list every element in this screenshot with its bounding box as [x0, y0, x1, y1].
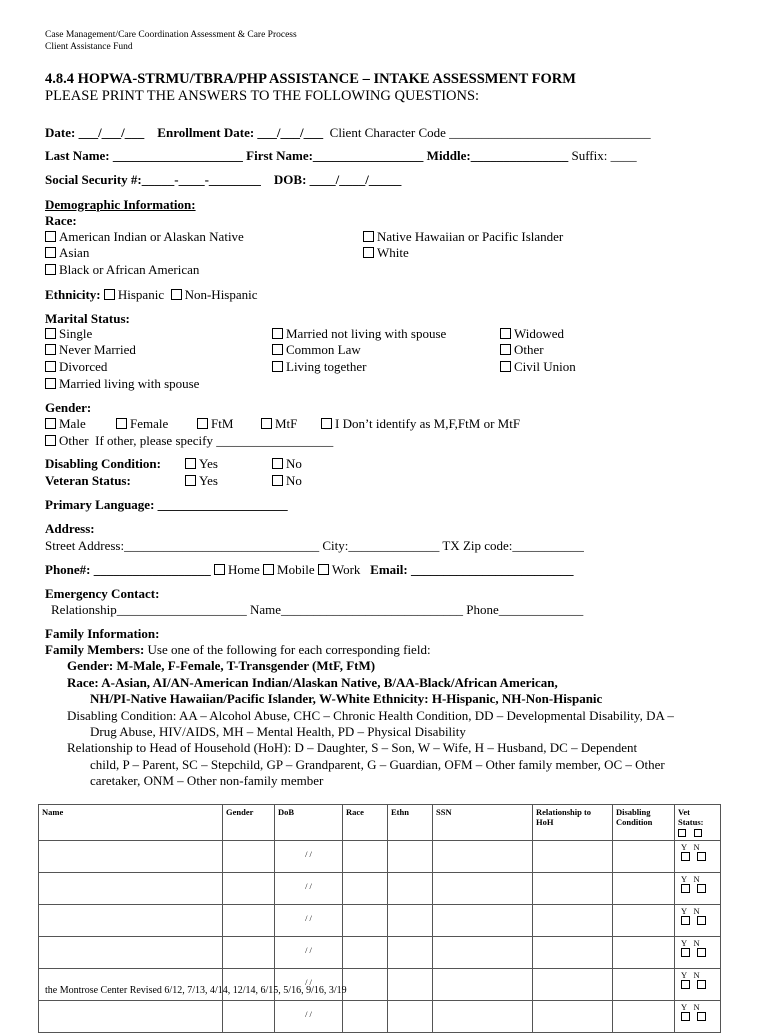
enrollment-date-field[interactable]: Enrollment Date: ___/___/___: [157, 125, 324, 140]
header-line-1: Case Management/Care Coordination Assessment & Care Process: [45, 30, 297, 40]
race-label: Race:: [45, 213, 77, 228]
col-header-race: Race: [343, 805, 388, 841]
veteran-status-label: Veteran Status:: [45, 473, 131, 488]
last-name-field[interactable]: Last Name: ____________________: [45, 148, 243, 163]
checkbox[interactable]: [272, 328, 283, 339]
cell-gender[interactable]: [223, 905, 275, 937]
cell-dob[interactable]: / /: [275, 873, 343, 905]
checkbox[interactable]: [45, 264, 56, 275]
checkbox[interactable]: [681, 852, 690, 861]
vet-yes[interactable]: Y: [681, 874, 688, 884]
cell-ssn[interactable]: [433, 969, 533, 1001]
email-field[interactable]: Email: _________________________: [370, 562, 574, 577]
cell-vet-status: [675, 969, 721, 1001]
phone-type-mobile[interactable]: Mobile: [263, 562, 315, 577]
gender-option-other[interactable]: Other If other, please specify __________________: [45, 433, 333, 449]
checkbox[interactable]: [185, 475, 196, 486]
cell-dob[interactable]: / /: [275, 937, 343, 969]
marital-option-living-together[interactable]: Living together: [272, 359, 367, 375]
ethnicity-line: [45, 287, 258, 303]
checkbox[interactable]: [681, 948, 690, 957]
col-header-dob: DoB: [275, 805, 343, 841]
table-header-row: [39, 805, 721, 841]
checkbox[interactable]: [116, 418, 127, 429]
table-row: [39, 937, 721, 969]
cell-relationship[interactable]: [533, 873, 613, 905]
family-race-codes-2: NH/PI-Native Hawaiian/Pacific Islander, W-White Ethnicity: H-Hispanic, NH-Non-Hispanic: [90, 691, 603, 706]
cell-vet-status: [675, 841, 721, 873]
cell-name[interactable]: [39, 1001, 223, 1033]
veteran-no[interactable]: No: [272, 473, 302, 489]
checkbox[interactable]: [363, 247, 374, 258]
date-line: [45, 125, 651, 141]
cell-relationship[interactable]: [533, 937, 613, 969]
cell-gender[interactable]: [223, 937, 275, 969]
cell-vet-status: [675, 1001, 721, 1033]
vet-no[interactable]: N: [693, 906, 700, 916]
cell-dob[interactable]: / /: [275, 841, 343, 873]
checkbox[interactable]: [500, 328, 511, 339]
race-option-white[interactable]: White: [363, 245, 409, 261]
cell-dob[interactable]: / /: [275, 1001, 343, 1033]
vet-no[interactable]: N: [693, 842, 700, 852]
marital-option-married-living[interactable]: Married living with spouse: [45, 376, 199, 392]
checkbox[interactable]: [681, 884, 690, 893]
checkbox[interactable]: [272, 458, 283, 469]
suffix-field[interactable]: Suffix: ____: [571, 148, 637, 163]
marital-option-never-married[interactable]: Never Married: [45, 342, 136, 358]
middle-name-field[interactable]: Middle:_______________: [426, 148, 569, 163]
cell-dob[interactable]: / /: [275, 969, 343, 1001]
checkbox[interactable]: [321, 418, 332, 429]
checkbox[interactable]: [500, 361, 511, 372]
family-relationship-codes-1: Relationship to Head of Household (HoH): D – Daughter, S – Son, W – Wife, H – Husband, DC – Dependent: [67, 740, 638, 755]
checkbox[interactable]: [697, 884, 706, 893]
cell-race[interactable]: [343, 905, 388, 937]
gender-other-specify-field[interactable]: If other, please specify __________________: [95, 433, 334, 448]
document-header: [45, 29, 297, 53]
race-option-black[interactable]: Black or African American: [45, 262, 199, 278]
cell-disabling[interactable]: [613, 1001, 675, 1033]
checkbox[interactable]: [697, 948, 706, 957]
disabling-condition-label: Disabling Condition:: [45, 456, 161, 471]
street-address-field[interactable]: Street Address:______________________________: [45, 538, 320, 553]
gender-option-mtf[interactable]: MtF: [261, 416, 297, 432]
cell-vet-status: [675, 905, 721, 937]
cell-ssn[interactable]: [433, 1001, 533, 1033]
col-header-vet-status: Vet Status:: [675, 805, 721, 841]
family-relationship-codes-2: child, P – Parent, SC – Stepchild, GP – Grandparent, G – Guardian, OFM – Other family member, OC – Other: [90, 757, 665, 772]
checkbox[interactable]: [261, 418, 272, 429]
checkbox[interactable]: [45, 418, 56, 429]
checkbox[interactable]: [697, 980, 706, 989]
table-row: [39, 841, 721, 873]
gender-option-female[interactable]: Female: [116, 416, 168, 432]
cell-ethn[interactable]: [388, 873, 433, 905]
checkbox[interactable]: [185, 458, 196, 469]
marital-option-widowed[interactable]: Widowed: [500, 326, 564, 342]
cell-race[interactable]: [343, 969, 388, 1001]
vet-no[interactable]: N: [693, 874, 700, 884]
table-row: [39, 873, 721, 905]
cell-ssn[interactable]: [433, 841, 533, 873]
checkbox[interactable]: [681, 916, 690, 925]
checkbox[interactable]: [697, 916, 706, 925]
vet-yes[interactable]: Y: [681, 938, 688, 948]
vet-yes[interactable]: Y: [681, 1002, 688, 1012]
cell-ethn[interactable]: [388, 905, 433, 937]
checkbox[interactable]: [214, 564, 225, 575]
form-title: 4.8.4 HOPWA-STRMU/TBRA/PHP ASSISTANCE – INTAKE ASSESSMENT FORM: [45, 71, 576, 87]
cell-vet-status: [675, 873, 721, 905]
col-header-ethn: Ethn: [388, 805, 433, 841]
cell-name[interactable]: [39, 905, 223, 937]
form-subtitle: PLEASE PRINT THE ANSWERS TO THE FOLLOWING QUESTIONS:: [45, 88, 480, 104]
checkbox[interactable]: [45, 344, 56, 355]
cell-gender[interactable]: [223, 873, 275, 905]
name-line: [45, 148, 637, 164]
marital-option-civil-union[interactable]: Civil Union: [500, 359, 576, 375]
checkbox[interactable]: [697, 1012, 706, 1021]
cell-ssn[interactable]: [433, 905, 533, 937]
cell-vet-status: [675, 937, 721, 969]
checkbox[interactable]: [272, 344, 283, 355]
emergency-contact-line: [51, 602, 583, 618]
cell-race[interactable]: [343, 873, 388, 905]
disabling-no[interactable]: No: [272, 456, 302, 472]
ssn-field[interactable]: Social Security #:_____-____-________: [45, 172, 261, 187]
vet-yes[interactable]: Y: [681, 970, 688, 980]
phone-type-work[interactable]: Work: [318, 562, 361, 577]
ssn-line: [45, 172, 401, 188]
col-header-ssn: SSN: [433, 805, 533, 841]
family-members-table: [38, 804, 721, 1033]
cell-ssn[interactable]: [433, 873, 533, 905]
veteran-yes[interactable]: Yes: [185, 473, 218, 489]
col-header-gender: Gender: [223, 805, 275, 841]
gender-label: Gender:: [45, 400, 92, 415]
checkbox[interactable]: [500, 344, 511, 355]
cell-relationship[interactable]: [533, 841, 613, 873]
cell-dob[interactable]: / /: [275, 905, 343, 937]
family-members-instructions: Family Members: Use one of the following for each corresponding field:: [45, 642, 431, 657]
checkbox[interactable]: [263, 564, 274, 575]
cell-relationship[interactable]: [533, 1001, 613, 1033]
checkbox[interactable]: [45, 435, 56, 446]
street-address-line: [45, 538, 584, 554]
phone-type-home[interactable]: Home: [214, 562, 260, 577]
marital-option-other[interactable]: Other: [500, 342, 544, 358]
cell-disabling[interactable]: [613, 969, 675, 1001]
date-field[interactable]: Date: ___/___/___: [45, 125, 145, 140]
cell-race[interactable]: [343, 841, 388, 873]
checkbox[interactable]: [45, 231, 56, 242]
dob-field[interactable]: DOB: ____/____/_____: [273, 172, 402, 187]
race-option-american-indian[interactable]: American Indian or Alaskan Native: [45, 229, 244, 245]
checkbox[interactable]: [678, 829, 686, 837]
city-field[interactable]: City:______________: [322, 538, 440, 553]
family-relationship-codes-3: caretaker, ONM – Other non-family member: [90, 773, 324, 788]
cell-ethn[interactable]: [388, 1001, 433, 1033]
cell-gender[interactable]: [223, 1001, 275, 1033]
cell-name[interactable]: [39, 937, 223, 969]
family-disabling-codes-1: Disabling Condition: AA – Alcohol Abuse, CHC – Chronic Health Condition, DD – Developmental Disability, DA –: [67, 708, 674, 723]
first-name-field[interactable]: First Name:_________________: [246, 148, 424, 163]
race-option-asian[interactable]: Asian: [45, 245, 89, 261]
phone-line: [45, 562, 573, 578]
vet-yes[interactable]: Y: [681, 906, 688, 916]
ethnicity-option-non-hispanic[interactable]: Non-Hispanic: [171, 287, 258, 302]
cell-ssn[interactable]: [433, 937, 533, 969]
vet-no[interactable]: N: [693, 1002, 700, 1012]
gender-option-no-identify[interactable]: I Don’t identify as M,F,FtM or MtF: [321, 416, 520, 432]
checkbox[interactable]: [694, 829, 702, 837]
checkbox[interactable]: [363, 231, 374, 242]
cell-ethn[interactable]: [388, 969, 433, 1001]
ethnicity-option-hispanic[interactable]: Hispanic: [104, 287, 164, 302]
gender-option-male[interactable]: Male: [45, 416, 86, 432]
family-disabling-codes-2: Drug Abuse, HIV/AIDS, MH – Mental Health, PD – Physical Disability: [90, 724, 466, 739]
checkbox[interactable]: [104, 289, 115, 300]
marital-status-label: Marital Status:: [45, 311, 130, 326]
demographic-heading: Demographic Information:: [45, 197, 196, 212]
cell-disabling[interactable]: [613, 905, 675, 937]
emergency-relationship-field[interactable]: Relationship____________________: [51, 602, 247, 617]
cell-gender[interactable]: [223, 841, 275, 873]
col-header-disabling: Disabling Condition: [613, 805, 675, 841]
header-line-2: Client Assistance Fund: [45, 42, 133, 52]
marital-option-married-not-living[interactable]: Married not living with spouse: [272, 326, 446, 342]
cell-relationship[interactable]: [533, 969, 613, 1001]
checkbox[interactable]: [697, 852, 706, 861]
cell-ethn[interactable]: [388, 937, 433, 969]
vet-yes[interactable]: Y: [681, 842, 688, 852]
table-row: [39, 1001, 721, 1033]
cell-name[interactable]: [39, 841, 223, 873]
checkbox[interactable]: [45, 328, 56, 339]
cell-race[interactable]: [343, 937, 388, 969]
checkbox[interactable]: [681, 1012, 690, 1021]
table-row: [39, 905, 721, 937]
marital-option-single[interactable]: Single: [45, 326, 92, 342]
ethnicity-label: Ethnicity:: [45, 287, 101, 302]
family-information-label: Family Information:: [45, 626, 160, 641]
checkbox[interactable]: [45, 247, 56, 258]
cell-race[interactable]: [343, 1001, 388, 1033]
vet-no[interactable]: N: [693, 938, 700, 948]
emergency-name-field[interactable]: Name____________________________: [249, 602, 464, 617]
col-header-name: Name: [39, 805, 223, 841]
primary-language-field[interactable]: Primary Language: ____________________: [45, 497, 288, 512]
cell-disabling[interactable]: [613, 841, 675, 873]
checkbox[interactable]: [197, 418, 208, 429]
cell-disabling[interactable]: [613, 937, 675, 969]
address-label: Address:: [45, 521, 95, 536]
family-gender-codes: Gender: M-Male, F-Female, T-Transgender (MtF, FtM): [67, 658, 376, 673]
checkbox[interactable]: [318, 564, 329, 575]
vet-no[interactable]: N: [693, 970, 700, 980]
gender-option-ftm[interactable]: FtM: [197, 416, 233, 432]
marital-option-common-law[interactable]: Common Law: [272, 342, 361, 358]
emergency-phone-field[interactable]: Phone_____________: [466, 602, 584, 617]
checkbox[interactable]: [171, 289, 182, 300]
cell-relationship[interactable]: [533, 905, 613, 937]
document-footer: the Montrose Center Revised 6/12, 7/13, 4/14, 12/14, 6/15, 5/16, 9/16, 3/19: [45, 985, 347, 996]
family-race-codes-1: Race: A-Asian, AI/AN-American Indian/Alaskan Native, B/AA-Black/African American,: [67, 675, 558, 690]
checkbox[interactable]: [45, 361, 56, 372]
cell-name[interactable]: [39, 873, 223, 905]
client-character-code-field[interactable]: Client Character Code _______________________________: [329, 125, 651, 140]
phone-field[interactable]: Phone#: __________________: [45, 562, 211, 577]
emergency-contact-label: Emergency Contact:: [45, 586, 160, 601]
checkbox[interactable]: [272, 475, 283, 486]
race-option-native-hawaiian[interactable]: Native Hawaiian or Pacific Islander: [363, 229, 563, 245]
cell-disabling[interactable]: [613, 873, 675, 905]
zip-code-field[interactable]: TX Zip code:___________: [442, 538, 584, 553]
checkbox[interactable]: [45, 378, 56, 389]
marital-option-divorced[interactable]: Divorced: [45, 359, 107, 375]
cell-ethn[interactable]: [388, 841, 433, 873]
col-header-relationship: Relationship to HoH: [533, 805, 613, 841]
checkbox[interactable]: [681, 980, 690, 989]
checkbox[interactable]: [272, 361, 283, 372]
disabling-yes[interactable]: Yes: [185, 456, 218, 472]
